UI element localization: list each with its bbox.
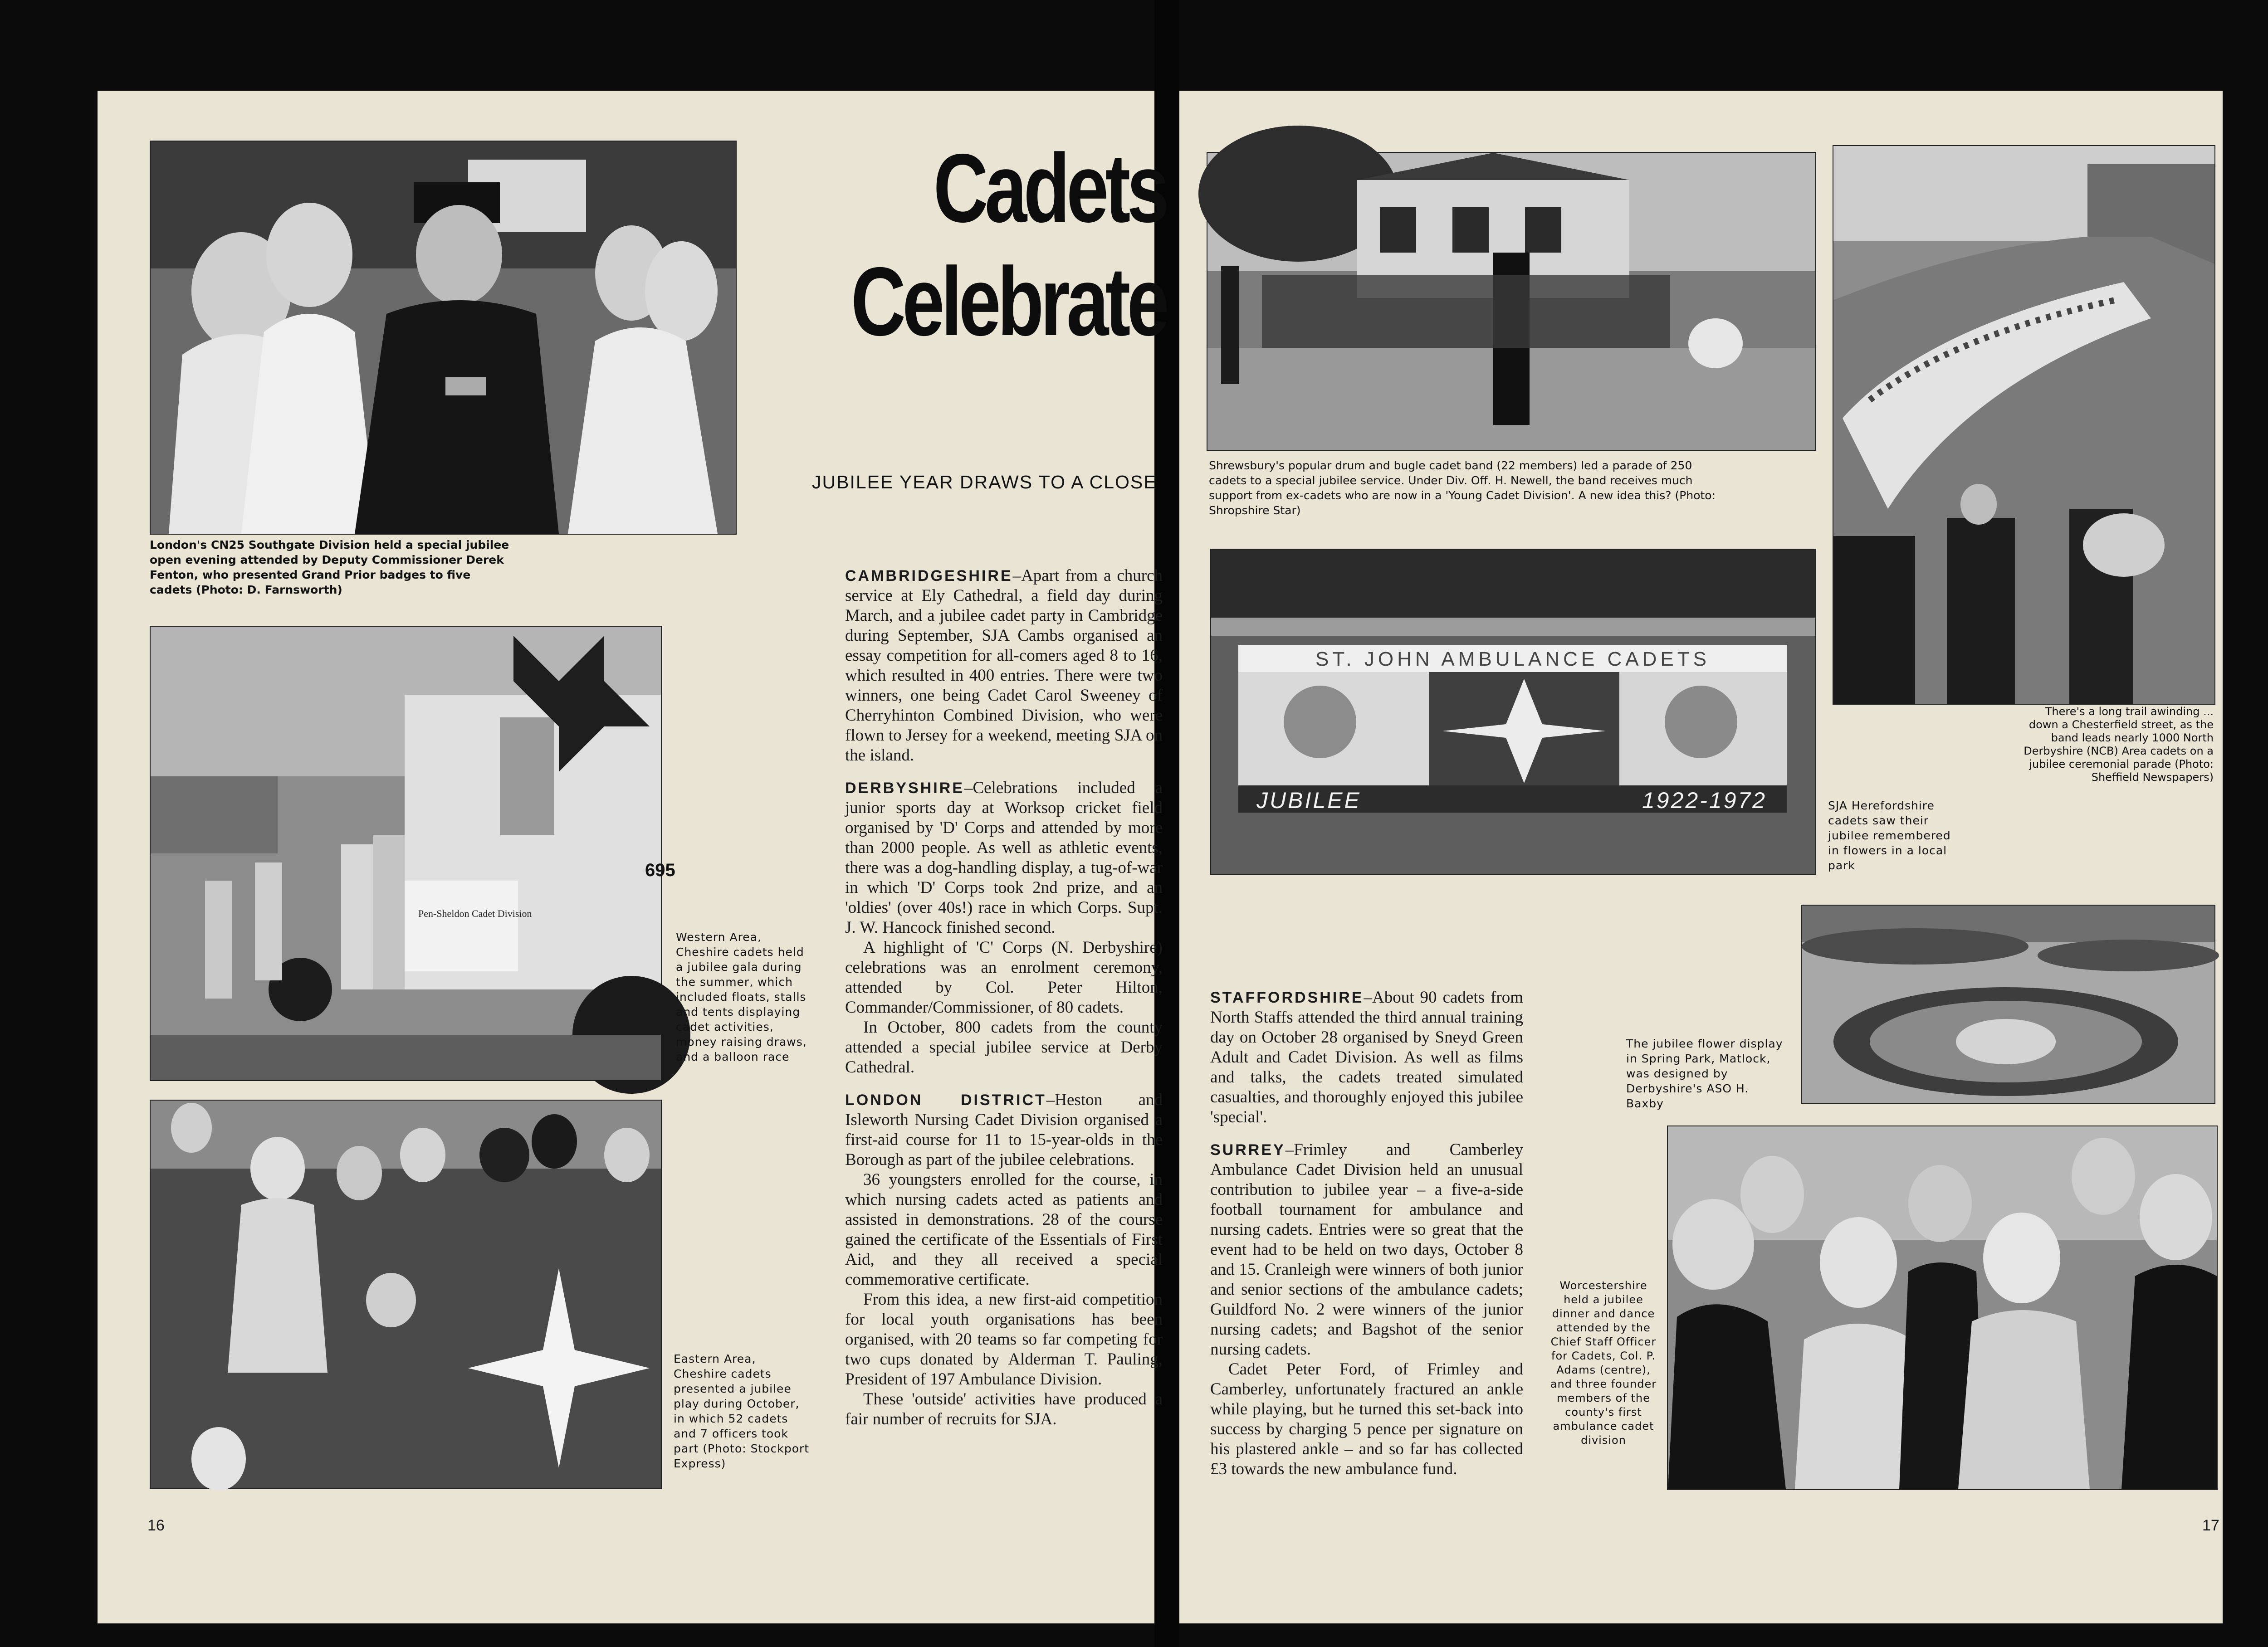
caption-western-area: Western Area, Cheshire cadets held a jubilee gala during the summer, which included floats, stalls and tents displaying cadet activities, money raising draws, and a balloon race: [676, 931, 807, 1063]
caption-worcestershire: Worcestershire held a jubilee dinner and dance attended by the Chief Staff Officer for Cadets, Col. P. Adams (centre), and three founder members of the county's first ambulance cadet division: [1550, 1279, 1657, 1447]
london-paragraph: 36 youngsters enrolled for the course, in which nursing cadets acted as patients and assisted in demonstrations. 28 of the course gained the certificate of the Essentials of First Aid, and they all received a special commemorative certificate.: [845, 1170, 1163, 1289]
heading-derbyshire: DERBYSHIRE: [845, 780, 964, 797]
photo-matlock-flower-display: [1801, 905, 2215, 1104]
heading-staffordshire: STAFFORDSHIRE: [1210, 989, 1364, 1006]
svg-text:1922-1972: 1922-1972: [1642, 788, 1767, 813]
photo-shrewsbury-band: [1207, 152, 1816, 451]
svg-text:ST. JOHN AMBULANCE CADETS: ST. JOHN AMBULANCE CADETS: [1315, 648, 1710, 670]
photo-worcestershire-dinner: [1667, 1126, 2218, 1490]
heading-cambridgeshire: CAMBRIDGESHIRE: [845, 567, 1013, 585]
photo-hereford-flowerbed: [1210, 549, 1816, 875]
surrey-paragraph: Cadet Peter Ford, of Frimley and Camberley, unfortunately fractured an ankle while playing, but he turned this set-back into success by charging 5 pence per signature on his plastered ankle – and so far has collected £3 towards the new ambulance fund.: [1210, 1360, 1523, 1478]
svg-text:695: 695: [645, 860, 675, 880]
article-london-district: LONDON DISTRICT–Heston and Isleworth Nursing Cadet Division organised a first-aid course for 11 to 15-year-olds in the Borough as part of the jubilee celebrations.: [845, 1091, 1163, 1169]
article-column-left: [845, 553, 1163, 1429]
caption-matlock: The jubilee flower display in Spring Park, Matlock, was designed by Derbyshire's ASO H. Baxby: [1626, 1037, 1783, 1110]
derbyshire-paragraph: A highlight of 'C' Corps (N. Derbyshire) celebrations was an enrolment ceremony, attended by Col. Peter Hilton, Commander/Commissioner, of 80 cadets.: [845, 938, 1163, 1017]
heading-surrey: SURREY: [1210, 1141, 1286, 1159]
caption-hereford: SJA Herefordshire cadets saw their jubilee remembered in flowers in a local park: [1828, 799, 1951, 872]
article-derbyshire: DERBYSHIRE–Celebrations included a junior sports day at Worksop cricket field organised by 'D' Corps and attended by more than 2000 people. As well as athletic events, there was a dog-handling display, a tug-of-war in which 'D' Corps took 2nd prize, and an 'oldies' (over 40s!) race in which Corps. Supt. J. W. Hancock finished second.: [845, 779, 1163, 937]
heading-london-district: LONDON DISTRICT: [845, 1092, 1046, 1109]
headline: [837, 132, 1166, 358]
caption-shrewsbury: Shrewsbury's popular drum and bugle cadet band (22 members) led a parade of 250 cadets to a special jubilee service. Under Div. Off. H. Newell, the band receives much support from ex-cadets who are now in a 'Young Cadet Division'. A new idea this? (Photo: Shropshire Star): [1209, 459, 1716, 517]
article-staffordshire: STAFFORDSHIRE–About 90 cadets from North Staffs attended the third annual training day on October 28 organised by Sneyd Green Adult and Cadet Division. As well as films and talks, the cadets treated simulated casualties, and thoroughly enjoyed this jubilee 'special'.: [1210, 988, 1523, 1126]
photo-chesterfield-parade: [1833, 145, 2215, 705]
derbyshire-paragraph: In October, 800 cadets from the county attended a special jubilee service at Derby Cathedral.: [845, 1018, 1163, 1077]
page-number-left: 16: [147, 1517, 165, 1534]
headline-line-1: Cadets: [933, 133, 1166, 243]
article-cambridgeshire: CAMBRIDGESHIRE–Apart from a church service at Ely Cathedral, a field day during March, and a jubilee cadet party in Cambridge during September, SJA Cambs organised an essay competition for all-comers aged 8 to 16, which resulted in 400 entries. There were two winners, one being Cadet Carol Sweeney of Cherryhinton Combined Division, who were flown to Jersey for a weekend, meeting SJA on the island.: [845, 566, 1163, 765]
photo-london-open-evening: [150, 141, 737, 535]
svg-text:JUBILEE: JUBILEE: [1256, 788, 1361, 813]
london-paragraph: From this idea, a new first-aid competition for local youth organisations has been organised, with 20 teams so far competing for two cups donated by Alderman T. Pauling, President of 197 Ambulance Division.: [845, 1290, 1163, 1389]
subheadline: JUBILEE YEAR DRAWS TO A CLOSE: [812, 472, 1157, 492]
page-number-right: 17: [2202, 1517, 2219, 1534]
caption-eastern-area: Eastern Area, Cheshire cadets presented a jubilee play during October, in which 52 cadets and 7 officers took part (Photo: Stockport Express): [674, 1352, 810, 1470]
london-paragraph: These 'outside' activities have produced a fair number of recruits for SJA.: [845, 1390, 1163, 1428]
photo-western-area-gala: [150, 626, 675, 1081]
article-surrey: SURREY–Frimley and Camberley Ambulance Cadet Division held an unusual contribution to jubilee year – a five-a-side football tournament for ambulance and nursing cadets. Entries were so great that the event had to be held on two days, October 8 and 15. Cranleigh were winners of both junior and senior sections of the ambulance cadets; Guildford No. 2 were winners of the junior nursing cadets; and Bagshot of the senior nursing cadets.: [1210, 1140, 1523, 1359]
photo-eastern-area-play: [150, 1100, 662, 1489]
headline-line-2: Celebrate: [850, 247, 1166, 356]
article-column-right: [1210, 975, 1523, 1479]
svg-text:Pen-Sheldon Cadet Division: Pen-Sheldon Cadet Division: [418, 908, 532, 919]
caption-london-open-evening: London's CN25 Southgate Division held a special jubilee open evening attended by Deputy Commissioner Derek Fenton, who presented Grand Prior badges to five cadets (Photo: D. Farnsworth): [150, 538, 509, 596]
caption-chesterfield: There's a long trail awinding ... down a Chesterfield street, as the band leads nearly 1000 North Derbyshire (NCB) Area cadets on a jubilee ceremonial parade (Photo: Sheffield Newspapers): [2024, 705, 2214, 784]
